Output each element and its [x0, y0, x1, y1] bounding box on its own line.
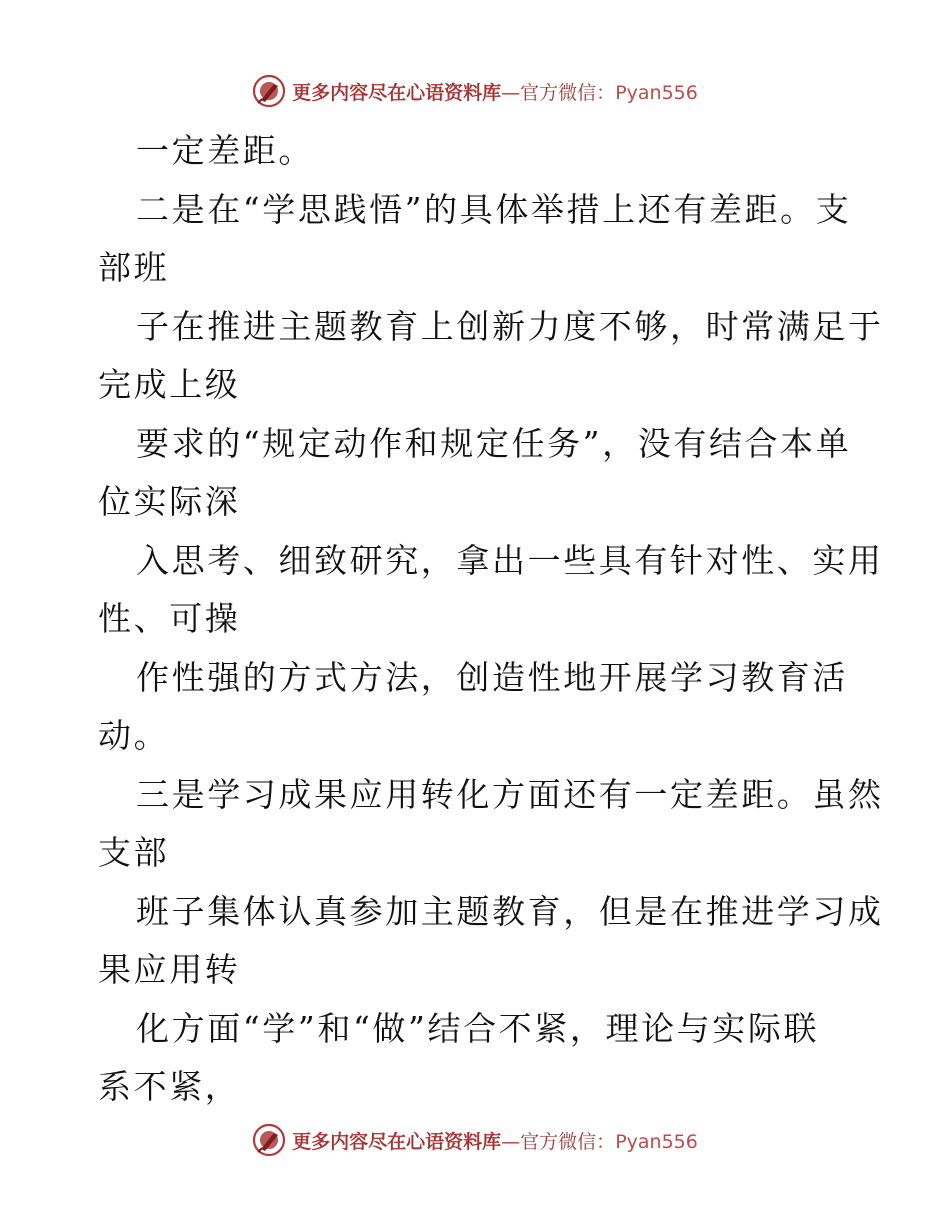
text-line: 动。	[98, 716, 170, 755]
banner-wechat-label: 官方微信：	[520, 81, 616, 104]
text-line: 一定差距。	[136, 131, 314, 170]
header-banner	[0, 71, 950, 111]
text-line: 要求的“规定动作和规定任务”，没有结合本单	[136, 423, 852, 463]
banner-brand: 更多内容尽在心语资料库	[292, 1130, 502, 1153]
text-line: 班子集体认真参加主题教育，但是在推进学习成	[136, 891, 884, 931]
text-line: 支部	[98, 833, 170, 872]
banner-wechat-label: 官方微信：	[520, 1130, 616, 1153]
text-line: 入思考、细致研究，拿出一些具有针对性、实用	[136, 540, 884, 580]
banner-dash: —	[501, 1130, 521, 1153]
text-line: 化方面“学”和“做”结合不紧，理论与实际联	[136, 1008, 820, 1048]
text-line: 位实际深	[98, 482, 241, 521]
text-line: 部班	[98, 248, 170, 287]
footer-banner	[0, 1120, 950, 1160]
document-body	[98, 122, 884, 1117]
header-banner-text	[292, 78, 698, 105]
text-line: 系不紧，	[98, 1067, 241, 1106]
text-line: 子在推进主题教育上创新力度不够，时常满足于	[136, 306, 884, 346]
text-line: 三是学习成果应用转化方面还有一定差距。虽然	[136, 774, 884, 814]
text-line: 性、可操	[98, 599, 241, 638]
text-line: 果应用转	[98, 950, 241, 989]
quill-pen-logo-icon	[252, 1123, 286, 1157]
text-line: 完成上级	[98, 365, 241, 404]
footer-banner-text	[292, 1127, 698, 1154]
banner-wechat-id: Pyan556	[615, 81, 698, 104]
banner-wechat-id: Pyan556	[615, 1130, 698, 1153]
text-line: 二是在“学思践悟”的具体举措上还有差距。支	[136, 189, 852, 229]
text-line: 作性强的方式方法，创造性地开展学习教育活	[136, 657, 848, 697]
banner-dash: —	[501, 81, 521, 104]
banner-brand: 更多内容尽在心语资料库	[292, 81, 502, 104]
quill-pen-logo-icon	[252, 74, 286, 108]
